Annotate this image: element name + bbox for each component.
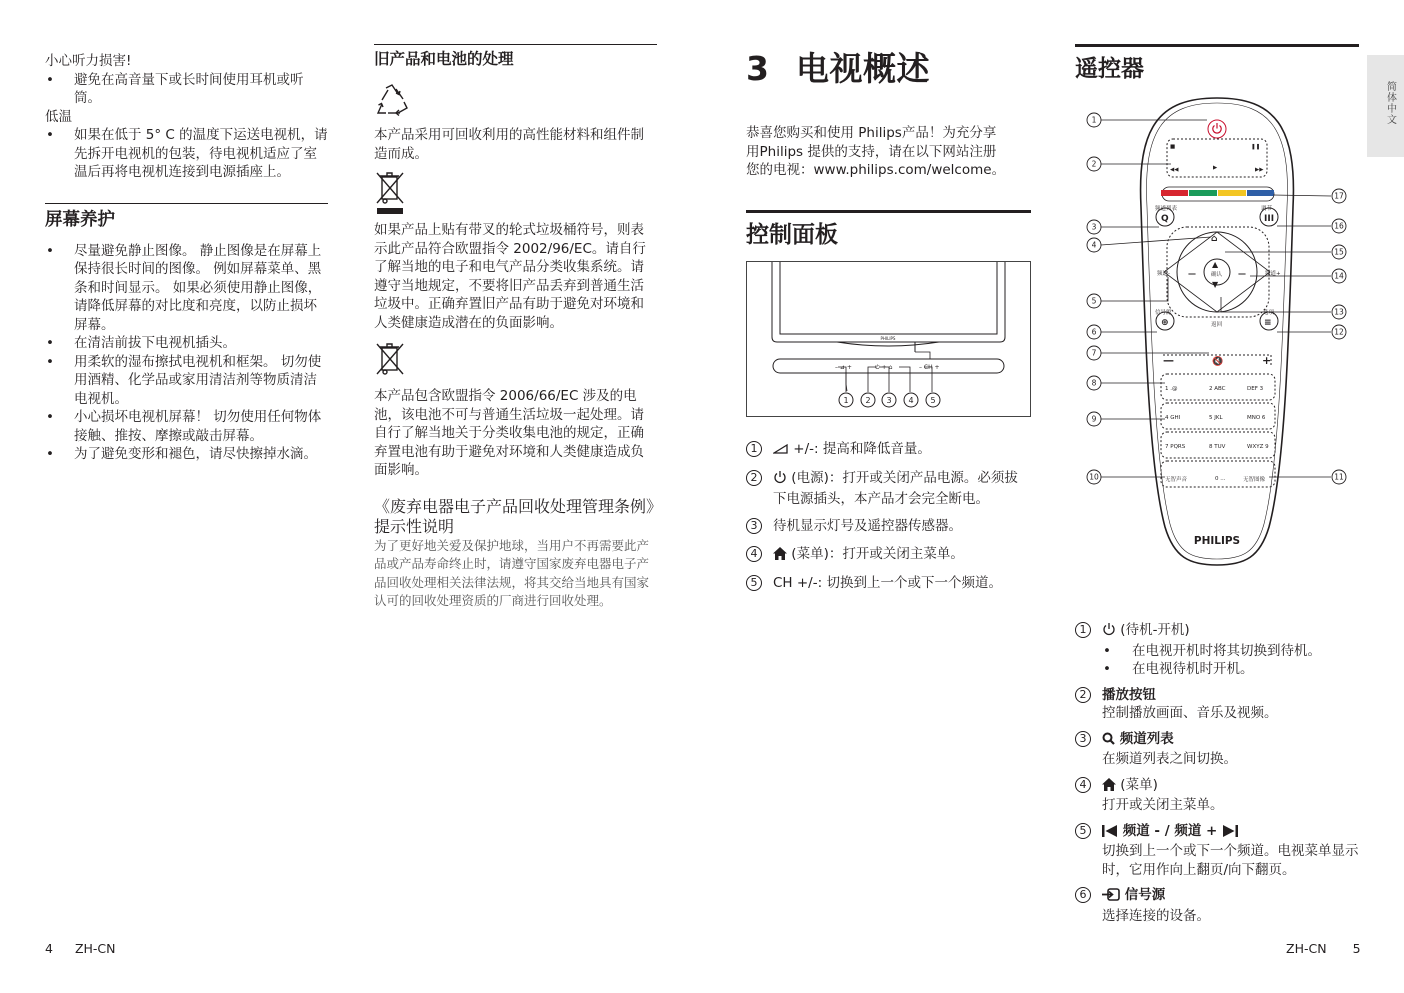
list-item: 5 频道 - / 频道 + 切换到上一个或下一个频道。电视菜单显示时，它用作向上翻页/向下翻页。 [1075, 822, 1359, 880]
recycle-text: 本产品采用可回收利用的高性能材料和组件制造而成。 [374, 127, 644, 162]
svg-text:调节: 调节 [1261, 206, 1273, 212]
remote-callout-5: 5 [1091, 296, 1097, 306]
recycle-icon [374, 82, 657, 120]
regulation-note: 为了更好地关爱及保护地球，当用户不再需要此产品或产品寿命终止时，请遵守国家废弃电器电子产品回收处理相关法律法规，将其交给当地具有国家认可的回收处理资质的厂商进行回收处理。 [374, 537, 650, 608]
remote-callout-3: 3 [1091, 222, 1097, 232]
language-tab: 简体中文 [1367, 55, 1404, 157]
list-item: 2 播放按钮 控制播放画面、音乐及视频。 [1075, 686, 1359, 723]
list-item: • 尽量避免静止图像。 静止图像是在屏幕上保持很长时间的图像。 例如屏幕菜单、黑条和时间显示。 如果必须使用静止图像，请降低屏幕的对比度和亮度，以防止损坏屏幕。 [45, 242, 328, 335]
control-panel-heading: 控制面板 [746, 210, 1031, 251]
remote-callout-7: 7 [1091, 348, 1097, 358]
weee-regulation-heading: 《废弃电器电子产品回收处理管理条例》提示性说明 [374, 496, 655, 536]
svg-text:2 ABC: 2 ABC [1209, 386, 1226, 392]
svg-text:⌂: ⌂ [1211, 234, 1218, 244]
svg-text:—: — [1238, 269, 1246, 278]
column-tv-overview [746, 44, 1031, 602]
column-safety [45, 44, 328, 464]
remote-callout-15: 15 [1334, 247, 1344, 257]
volume-icon [773, 442, 789, 461]
svg-text:确认: 确认 [1211, 272, 1223, 278]
svg-text:⊕: ⊕ [1161, 318, 1169, 328]
svg-text:DEF 3: DEF 3 [1247, 386, 1264, 392]
callout-number: 1 [746, 441, 762, 457]
column-disposal [374, 44, 657, 611]
remote-callout-8: 8 [1091, 378, 1097, 388]
svg-text:4 GHI: 4 GHI [1165, 415, 1181, 421]
page-number: 5 [1352, 941, 1361, 956]
svg-text:5 JKL: 5 JKL [1209, 415, 1223, 421]
tv-diagram [746, 261, 1031, 417]
svg-text:🔇: 🔇 [1212, 357, 1224, 367]
svg-text:WXYZ 9: WXYZ 9 [1247, 444, 1269, 450]
svg-text:1 .@: 1 .@ [1165, 386, 1178, 392]
svg-text:▶: ▶ [1213, 165, 1218, 171]
footer-left [45, 940, 116, 959]
svg-text:3: 3 [886, 395, 892, 405]
svg-text:选项: 选项 [1263, 310, 1275, 316]
svg-text:0 ...: 0 ... [1215, 476, 1226, 482]
remote-brand-label: PHILIPS [1193, 535, 1241, 547]
remote-heading: 遥控器 [1075, 44, 1359, 85]
remote-diagram [1075, 87, 1359, 601]
search-icon [1102, 732, 1115, 751]
list-item: 4 (菜单)：打开或关闭主菜单。 [746, 545, 1031, 566]
svg-text:返回: 返回 [1211, 322, 1223, 328]
list-item: 3 频道列表 在频道列表之间切换。 [1075, 730, 1359, 769]
svg-text:◀◀: ◀◀ [1170, 167, 1179, 173]
remote-callout-2: 2 [1091, 159, 1097, 169]
list-item: • 为了避免变形和褪色，请尽快擦掉水滴。 [45, 445, 328, 464]
remote-callout-1: 1 [1091, 115, 1097, 125]
skip-previous-icon [1102, 824, 1118, 843]
source-icon [1102, 888, 1120, 907]
battery-text: 本产品包含欧盟指令 2006/66/EC 涉及的电池，该电池不可与普通生活垃圾一起处理。请自行了解当地关于分类收集电池的规定，正确弃置电池有助于避免对环境和人类健康造成负面影响。 [374, 388, 644, 478]
list-item: • 用柔软的湿布擦拭电视机和框架。 切勿使用酒精、化学品或家用清洁剂等物质清洁电视机。 [45, 353, 328, 409]
remote-callout-12: 12 [1334, 327, 1344, 337]
remote-callout-6: 6 [1091, 327, 1097, 337]
svg-text:频道列表: 频道列表 [1155, 206, 1178, 212]
screen-care-heading: 屏幕养护 [45, 203, 328, 232]
power-icon [1102, 622, 1116, 642]
home-icon [773, 547, 787, 566]
svg-text:7 PQRS: 7 PQRS [1165, 444, 1186, 450]
power-icon [773, 470, 787, 490]
remote-callout-11: 11 [1334, 472, 1344, 482]
svg-text:2: 2 [865, 395, 871, 405]
svg-text:5: 5 [930, 395, 936, 405]
list-item: 1 (待机-开机) • 在电视开机时将其切换到待机。 • 在电视待机时开机。 [1075, 621, 1359, 679]
svg-text:8 TUV: 8 TUV [1209, 444, 1226, 450]
svg-text:▲: ▲ [1212, 260, 1219, 269]
list-item: 1 +/-: 提高和降低音量。 [746, 440, 1031, 461]
remote-callout-14: 14 [1334, 271, 1344, 281]
list-item: • 小心损坏电视机屏幕！ 切勿使用任何物体接触、推按、摩擦或敲击屏幕。 [45, 408, 328, 445]
svg-text:无智图像: 无智图像 [1243, 477, 1266, 483]
lowtemp-bullet: • 如果在低于 5° C 的温度下运送电视机，请先拆开电视机的包装，待电视机适应了室温后再将电视机连接到电源插座上。 [45, 126, 328, 182]
svg-text:≡: ≡ [1264, 318, 1272, 328]
svg-text:—: — [1188, 269, 1196, 278]
svg-text:Q: Q [1161, 214, 1169, 224]
remote-callout-17: 17 [1334, 191, 1344, 201]
remote-callout-4: 4 [1091, 240, 1097, 250]
weee-text: 如果产品上贴有带叉的轮式垃圾桶符号，则表示此产品符合欧盟指令 2002/96/EC。请自行了解当地的电子和电气产品分类收集系统。请遵守当地规定，不要将旧产品丢弃到普通生活垃圾中。正确弃置旧产品有助于避免对环境和人类健康造成潜在的负面影响。 [374, 222, 646, 331]
list-item: 4 (菜单) 打开或关闭主菜单。 [1075, 776, 1359, 815]
svg-text:信号源: 信号源 [1155, 310, 1172, 316]
battery-bin-icon [374, 341, 657, 379]
lowtemp-title: 低温 [45, 108, 72, 125]
svg-text:MNO 6: MNO 6 [1247, 415, 1266, 421]
chapter-title: 3 电视概述 [746, 49, 930, 88]
remote-callout-16: 16 [1334, 221, 1344, 231]
crossed-bin-icon [374, 170, 657, 216]
svg-text:频道+: 频道+ [1265, 271, 1281, 277]
svg-text:▼: ▼ [1212, 280, 1219, 289]
svg-text:■: ■ [1170, 144, 1176, 150]
hearing-title: 小心听力损害! [45, 53, 132, 69]
list-item: 2 (电源)：打开或关闭产品电源。必须拔下电源插头，本产品才会完全断电。 [746, 469, 1031, 508]
screen-care-list [45, 242, 328, 464]
svg-text:4: 4 [908, 395, 914, 405]
column-remote [1075, 44, 1359, 932]
list-item: 5 CH +/-: 切换到上一个或下一个频道。 [746, 574, 1031, 593]
chapter-number: 3 [746, 49, 770, 88]
list-item: 3 待机显示灯号及遥控器传感器。 [746, 517, 1031, 536]
remote-callout-10: 10 [1089, 472, 1099, 482]
language-code: ZH-CN [1286, 941, 1327, 956]
svg-text:⏻ + ⌂: ⏻ + ⌂ [875, 363, 893, 371]
svg-text:▶▶: ▶▶ [1255, 167, 1264, 173]
footer-right [1286, 940, 1361, 959]
disposal-heading: 旧产品和电池的处理 [374, 44, 657, 70]
svg-text:无智声音: 无智声音 [1165, 477, 1188, 483]
remote-callout-9: 9 [1091, 414, 1097, 424]
svg-text:– ⊿ +: – ⊿ + [835, 363, 852, 371]
remote-button-list [1075, 621, 1359, 925]
control-panel-list [746, 440, 1031, 593]
language-code: ZH-CN [74, 941, 116, 956]
list-item: • 在清洁前拔下电视机插头。 [45, 334, 328, 353]
svg-text:1: 1 [843, 395, 849, 405]
list-item: 6 信号源 选择连接的设备。 [1075, 886, 1359, 925]
svg-text:—: — [1163, 354, 1174, 367]
tv-brand-label: PHILIPS [880, 335, 896, 341]
svg-text:+: + [1262, 354, 1272, 367]
svg-text:频道-: 频道- [1157, 271, 1170, 277]
page-number: 4 [45, 941, 53, 956]
svg-text:❚❚: ❚❚ [1251, 144, 1261, 150]
svg-text:III: III [1264, 214, 1275, 224]
intro-text: 恭喜您购买和使用 Philips产品！为充分享用Philips 提供的支持，请在以下网站注册您的电视：www.philips.com/welcome。 [746, 125, 1006, 178]
skip-next-icon [1222, 824, 1238, 843]
hearing-bullet: • 避免在高音量下或长时间使用耳机或听筒。 [45, 71, 328, 108]
remote-callout-13: 13 [1334, 307, 1344, 317]
svg-text:– CH +: – CH + [919, 363, 940, 371]
home-icon [1102, 778, 1116, 797]
